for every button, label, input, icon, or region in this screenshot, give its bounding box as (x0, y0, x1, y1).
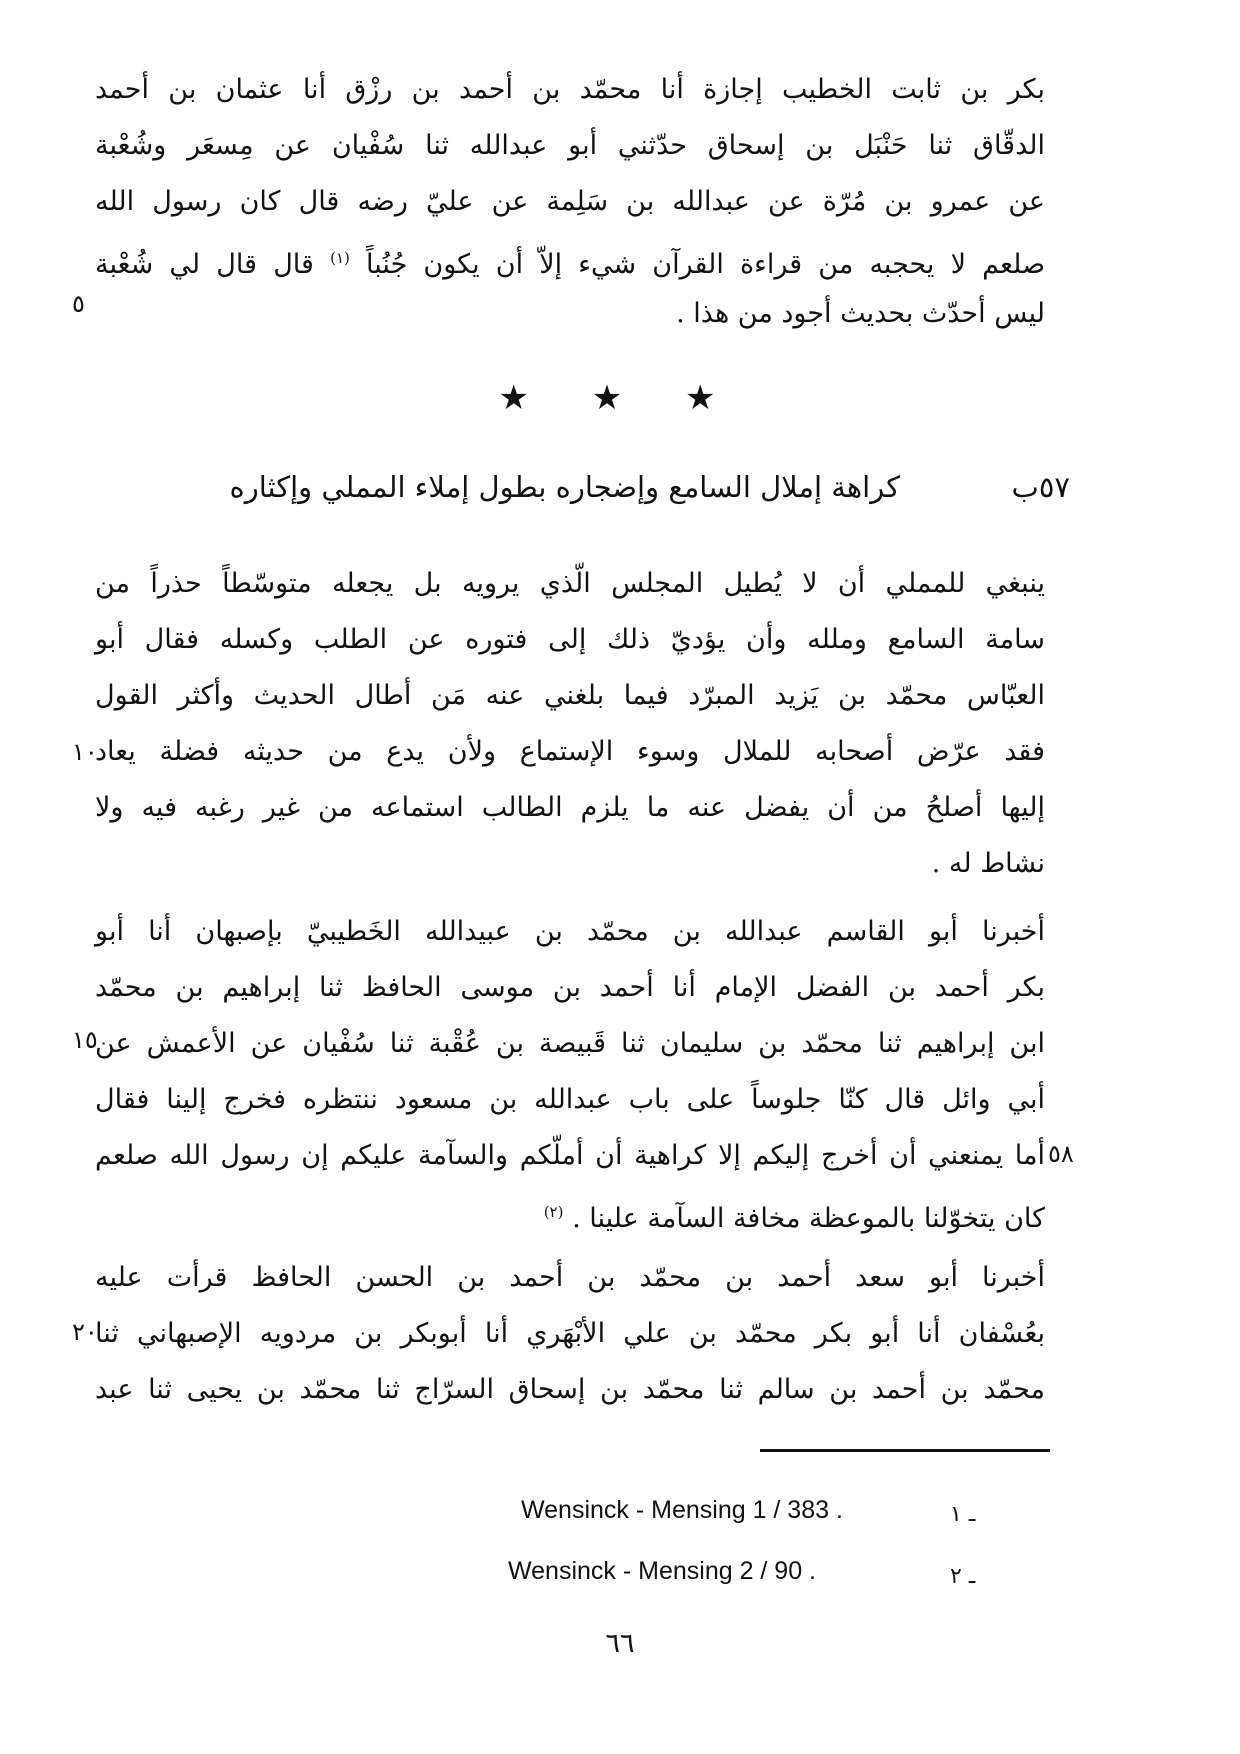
section-number: ٥٧ب (1011, 470, 1070, 504)
text-line: أما يمنعني أن أخرج إليكم إلا كراهية أن أملّكم والسآمة عليكم إن رسول الله صلعم (95, 1140, 1045, 1171)
footnote-ref-1: (١) (330, 249, 350, 267)
paragraph-2 (95, 556, 1045, 892)
footnote-ref-2: (٢) (543, 1203, 564, 1221)
text-line-with-footnote (95, 1184, 1045, 1240)
folio-marker: ٥٨ (1048, 1140, 1074, 1168)
text-line: ليس أحدّث بحديث أجود من هذا . (676, 298, 1045, 329)
text-segment: كان يتخوّلنا بالموعظة مخافة السآمة علينا . (572, 1203, 1045, 1234)
footnote-marker-1: ـ ١ (950, 1502, 976, 1527)
footnote-text-2: Wensinck - Mensing 2 / 90 . (508, 1557, 817, 1585)
text-segment: قال قال لي شُعْبة (95, 249, 314, 280)
text-segment: صلعم لا يحجبه من قراءة القرآن شيء إلاّ أن يكون جُنُباً (366, 249, 1045, 280)
section-title: كراهة إملال السامع وإضجاره بطول إملاء المملي وإكثاره (229, 470, 900, 504)
line-number: ١٠ (72, 738, 98, 766)
text-line: بكر بن ثابت الخطيب إجازة أنا محمّد بن أحمد بن رزْق أنا عثمان بن أحمد (95, 74, 1045, 105)
text-line-with-footnote (95, 230, 1045, 286)
text-line: العبّاس محمّد بن يَزيد المبرّد فيما بلغني عنه مَن أطال الحديث وأكثر القول (95, 680, 1045, 711)
paragraph-4 (95, 1250, 1045, 1418)
line-number: ٥ (72, 290, 85, 318)
text-line: ابن إبراهيم ثنا محمّد بن سليمان ثنا قَبيصة بن عُقْبة ثنا سُفْيان عن الأعمش عن (95, 1028, 1045, 1059)
text-line: ينبغي للمملي أن لا يُطيل المجلس الّذي يرويه بل يجعله متوسّطاً حذراً من (95, 568, 1045, 599)
line-number: ١٥ (72, 1026, 98, 1054)
text-line: فقد عرّض أصحابه للملال وسوء الإستماع ولأن يدع من حديثه فضلة يعاد (95, 736, 1045, 767)
text-line: سامة السامع وملله وأن يؤديّ ذلك إلى فتوره عن الطلب وكسله فقال أبو (95, 624, 1045, 655)
text-line: بكر أحمد بن الفضل الإمام أنا أحمد بن موسى الحافظ ثنا إبراهيم بن محمّد (95, 972, 1045, 1003)
text-line: أخبرنا أبو سعد أحمد بن محمّد بن أحمد بن الحسن الحافظ قرأت عليه (95, 1262, 1045, 1293)
paragraph-3 (95, 904, 1045, 1240)
text-line: بعُسْفان أنا أبو بكر محمّد بن علي الأبْهَري أنا أبوبكر بن مردويه الإصبهاني ثنا (95, 1318, 1045, 1349)
line-number: ٢٠ (72, 1318, 98, 1346)
text-line: نشاط له . (931, 848, 1045, 879)
footnote-divider (760, 1449, 1050, 1452)
section-separator: ★ ★ ★ (498, 378, 742, 418)
footnote-text-1: Wensinck - Mensing 1 / 383 . (521, 1496, 843, 1524)
page-number: ٦٦ (605, 1628, 635, 1659)
paragraph-1 (95, 62, 1045, 342)
text-line: محمّد بن أحمد بن سالم ثنا محمّد بن إسحاق السرّاج ثنا محمّد بن يحيى ثنا عبد (95, 1374, 1045, 1405)
footnote-marker-2: ـ ٢ (950, 1564, 976, 1589)
text-line: الدقّاق ثنا حَنْبَل بن إسحاق حدّثني أبو عبدالله ثنا سُفْيان عن مِسعَر وشُعْبة (95, 130, 1045, 161)
section-heading (140, 470, 1070, 520)
text-line: أبي وائل قال كنّا جلوساً على باب عبدالله بن مسعود ننتظره فخرج إلينا فقال (95, 1084, 1045, 1115)
text-line: إليها أصلحُ من أن يفضل عنه ما يلزم الطالب استماعه من غير رغبه فيه ولا (95, 792, 1045, 823)
text-line: عن عمرو بن مُرّة عن عبدالله بن سَلِمة عن عليّ رضه قال كان رسول الله (95, 186, 1045, 217)
text-line: أخبرنا أبو القاسم عبدالله بن محمّد بن عبيدالله الخَطيبيّ بإصبهان أنا أبو (95, 916, 1045, 947)
